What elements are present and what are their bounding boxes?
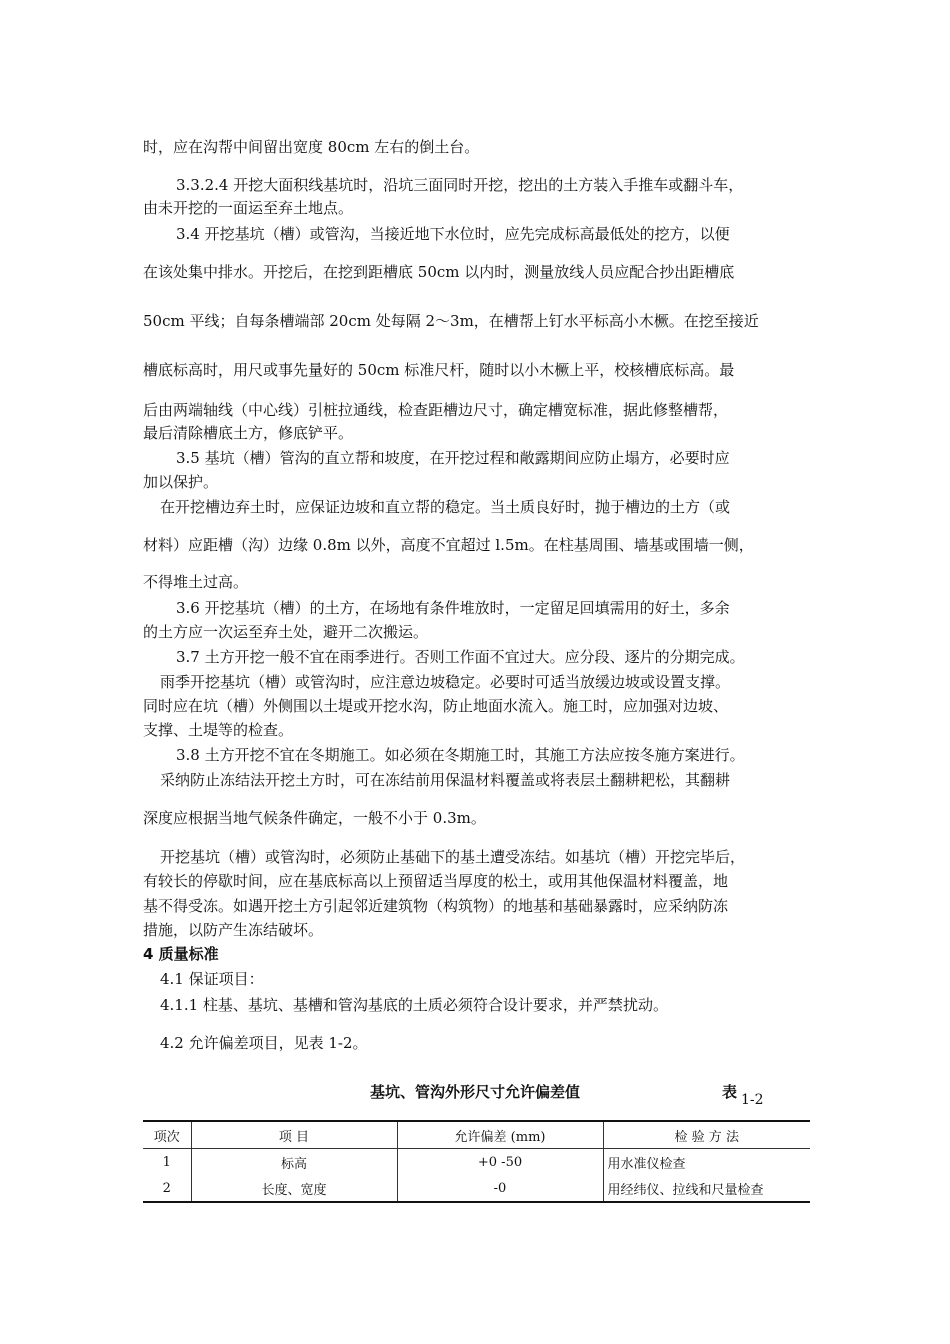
- paragraph-line: 3.3.2.4 开挖大面积线基坑时，沿坑三面同时开挖，挖出的土方装入手推车或翻斗车，: [176, 176, 744, 194]
- table-label: 表: [722, 1083, 738, 1101]
- paragraph-line: 开挖基坑（槽）或管沟时，必须防止基础下的基土遭受冻结。如基坑（槽）开挖完毕后，: [160, 848, 746, 866]
- paragraph-line: 最后清除槽底土方，修底铲平。: [143, 424, 354, 442]
- paragraph-line: 3.5 基坑（槽）管沟的直立帮和坡度，在开挖过程和敞露期间应防止塌方，必要时应: [176, 449, 730, 467]
- table-row: [143, 1175, 810, 1202]
- paragraph-line: 支撑、土堤等的检查。: [143, 721, 294, 739]
- paragraph-line: 同时应在坑（槽）外侧围以土堤或开挖水沟，防止地面水流入。施工时，应加强对边坡、: [143, 697, 729, 715]
- paragraph-line: 不得堆土过高。: [143, 573, 249, 591]
- cell-tolerance: +0 -50: [397, 1149, 603, 1176]
- paragraph-line: 基不得受冻。如遇开挖土方引起邻近建筑物（构筑物）的地基和基础暴露时，应采纳防冻: [143, 897, 729, 915]
- paragraph-line: 深度应根据当地气候条件确定，一般不小于 0.3m。: [143, 809, 486, 827]
- table-title: 基坑、管沟外形尺寸允许偏差值: [370, 1083, 581, 1101]
- paragraph-line: 时，应在沟帮中间留出宽度 80cm 左右的倒土台。: [143, 138, 480, 156]
- paragraph-line: 材料）应距槽（沟）边缘 0.8m 以外，高度不宜超过 l.5m。在柱基周围、墙基或围墙一侧，: [143, 536, 754, 554]
- paragraph-line: 在该处集中排水。开挖后，在挖到距槽底 50cm 以内时，测量放线人员应配合抄出距槽底: [143, 263, 735, 281]
- header-cell-method: 检 验 方 法: [603, 1121, 810, 1149]
- paragraph-line: 加以保护。: [143, 473, 219, 491]
- table-header-row: [143, 1121, 810, 1149]
- header-cell-tolerance: 允许偏差 (mm): [397, 1121, 603, 1149]
- paragraph-line: 雨季开挖基坑（槽）或管沟时，应注意边坡稳定。必要时可适当放缓边坡或设置支撑。: [160, 673, 731, 691]
- paragraph-line: 3.6 开挖基坑（槽）的土方，在场地有条件堆放时，一定留足回填需用的好土，多余: [176, 599, 730, 617]
- cell-tolerance: -0: [397, 1175, 603, 1202]
- table-number: 1-2: [741, 1092, 764, 1108]
- paragraph-line: 4.2 允许偏差项目，见表 1-2。: [160, 1034, 368, 1052]
- header-cell-index: 项次: [153, 1129, 180, 1145]
- cell-index: 1: [162, 1154, 171, 1170]
- paragraph-line: 槽底标高时，用尺或事先量好的 50cm 标准尺杆，随时以小木橛上平，校核槽底标高。最: [143, 361, 735, 379]
- paragraph-line: 在开挖槽边弃土时，应保证边坡和直立帮的稳定。当土质良好时，抛于槽边的土方（或: [160, 498, 731, 516]
- paragraph-line: 3.7 土方开挖一般不宜在雨季进行。否则工作面不宜过大。应分段、逐片的分期完成。: [176, 648, 745, 666]
- tolerance-table: [143, 1120, 810, 1203]
- paragraph-line: 的土方应一次运至弃土处，避开二次搬运。: [143, 623, 429, 641]
- paragraph-line: 措施，以防产生冻结破坏。: [143, 921, 324, 939]
- paragraph-line: 4.1 保证项目：: [160, 970, 264, 988]
- paragraph-line: 有较长的停歇时间，应在基底标高以上预留适当厚度的松土，或用其他保温材料覆盖，地: [143, 872, 729, 890]
- table-row: [143, 1149, 810, 1176]
- cell-item: 标高: [191, 1149, 397, 1176]
- paragraph-line: 采纳防止冻结法开挖土方时，可在冻结前用保温材料覆盖或将表层土翻耕耙松，其翻耕: [160, 771, 731, 789]
- paragraph-line: 50cm 平线；自每条槽端部 20cm 处每隔 2～3m，在槽帮上钉水平标高小木橛。在挖至接近: [143, 312, 759, 330]
- paragraph-line: 由未开挖的一面运至弃土地点。: [143, 199, 354, 217]
- paragraph-line: 3.4 开挖基坑（槽）或管沟，当接近地下水位时，应先完成标高最低处的挖方，以便: [176, 225, 730, 243]
- paragraph-line: 3.8 土方开挖不宜在冬期施工。如必须在冬期施工时，其施工方法应按冬施方案进行。: [176, 746, 745, 764]
- section-heading: 4 质量标准: [143, 945, 219, 963]
- header-cell-item: 项 目: [191, 1121, 397, 1149]
- cell-index: 2: [162, 1180, 171, 1196]
- cell-method: 用经纬仪、拉线和尺量检查: [603, 1175, 810, 1202]
- paragraph-line: 后由两端轴线（中心线）引桩拉通线，检查距槽边尺寸，确定槽宽标准，据此修整槽帮，: [143, 401, 729, 419]
- cell-item: 长度、宽度: [191, 1175, 397, 1202]
- paragraph-line: 4.1.1 柱基、基坑、基槽和管沟基底的土质必须符合设计要求，并严禁扰动。: [160, 996, 668, 1014]
- cell-method: 用水准仪检查: [603, 1149, 810, 1176]
